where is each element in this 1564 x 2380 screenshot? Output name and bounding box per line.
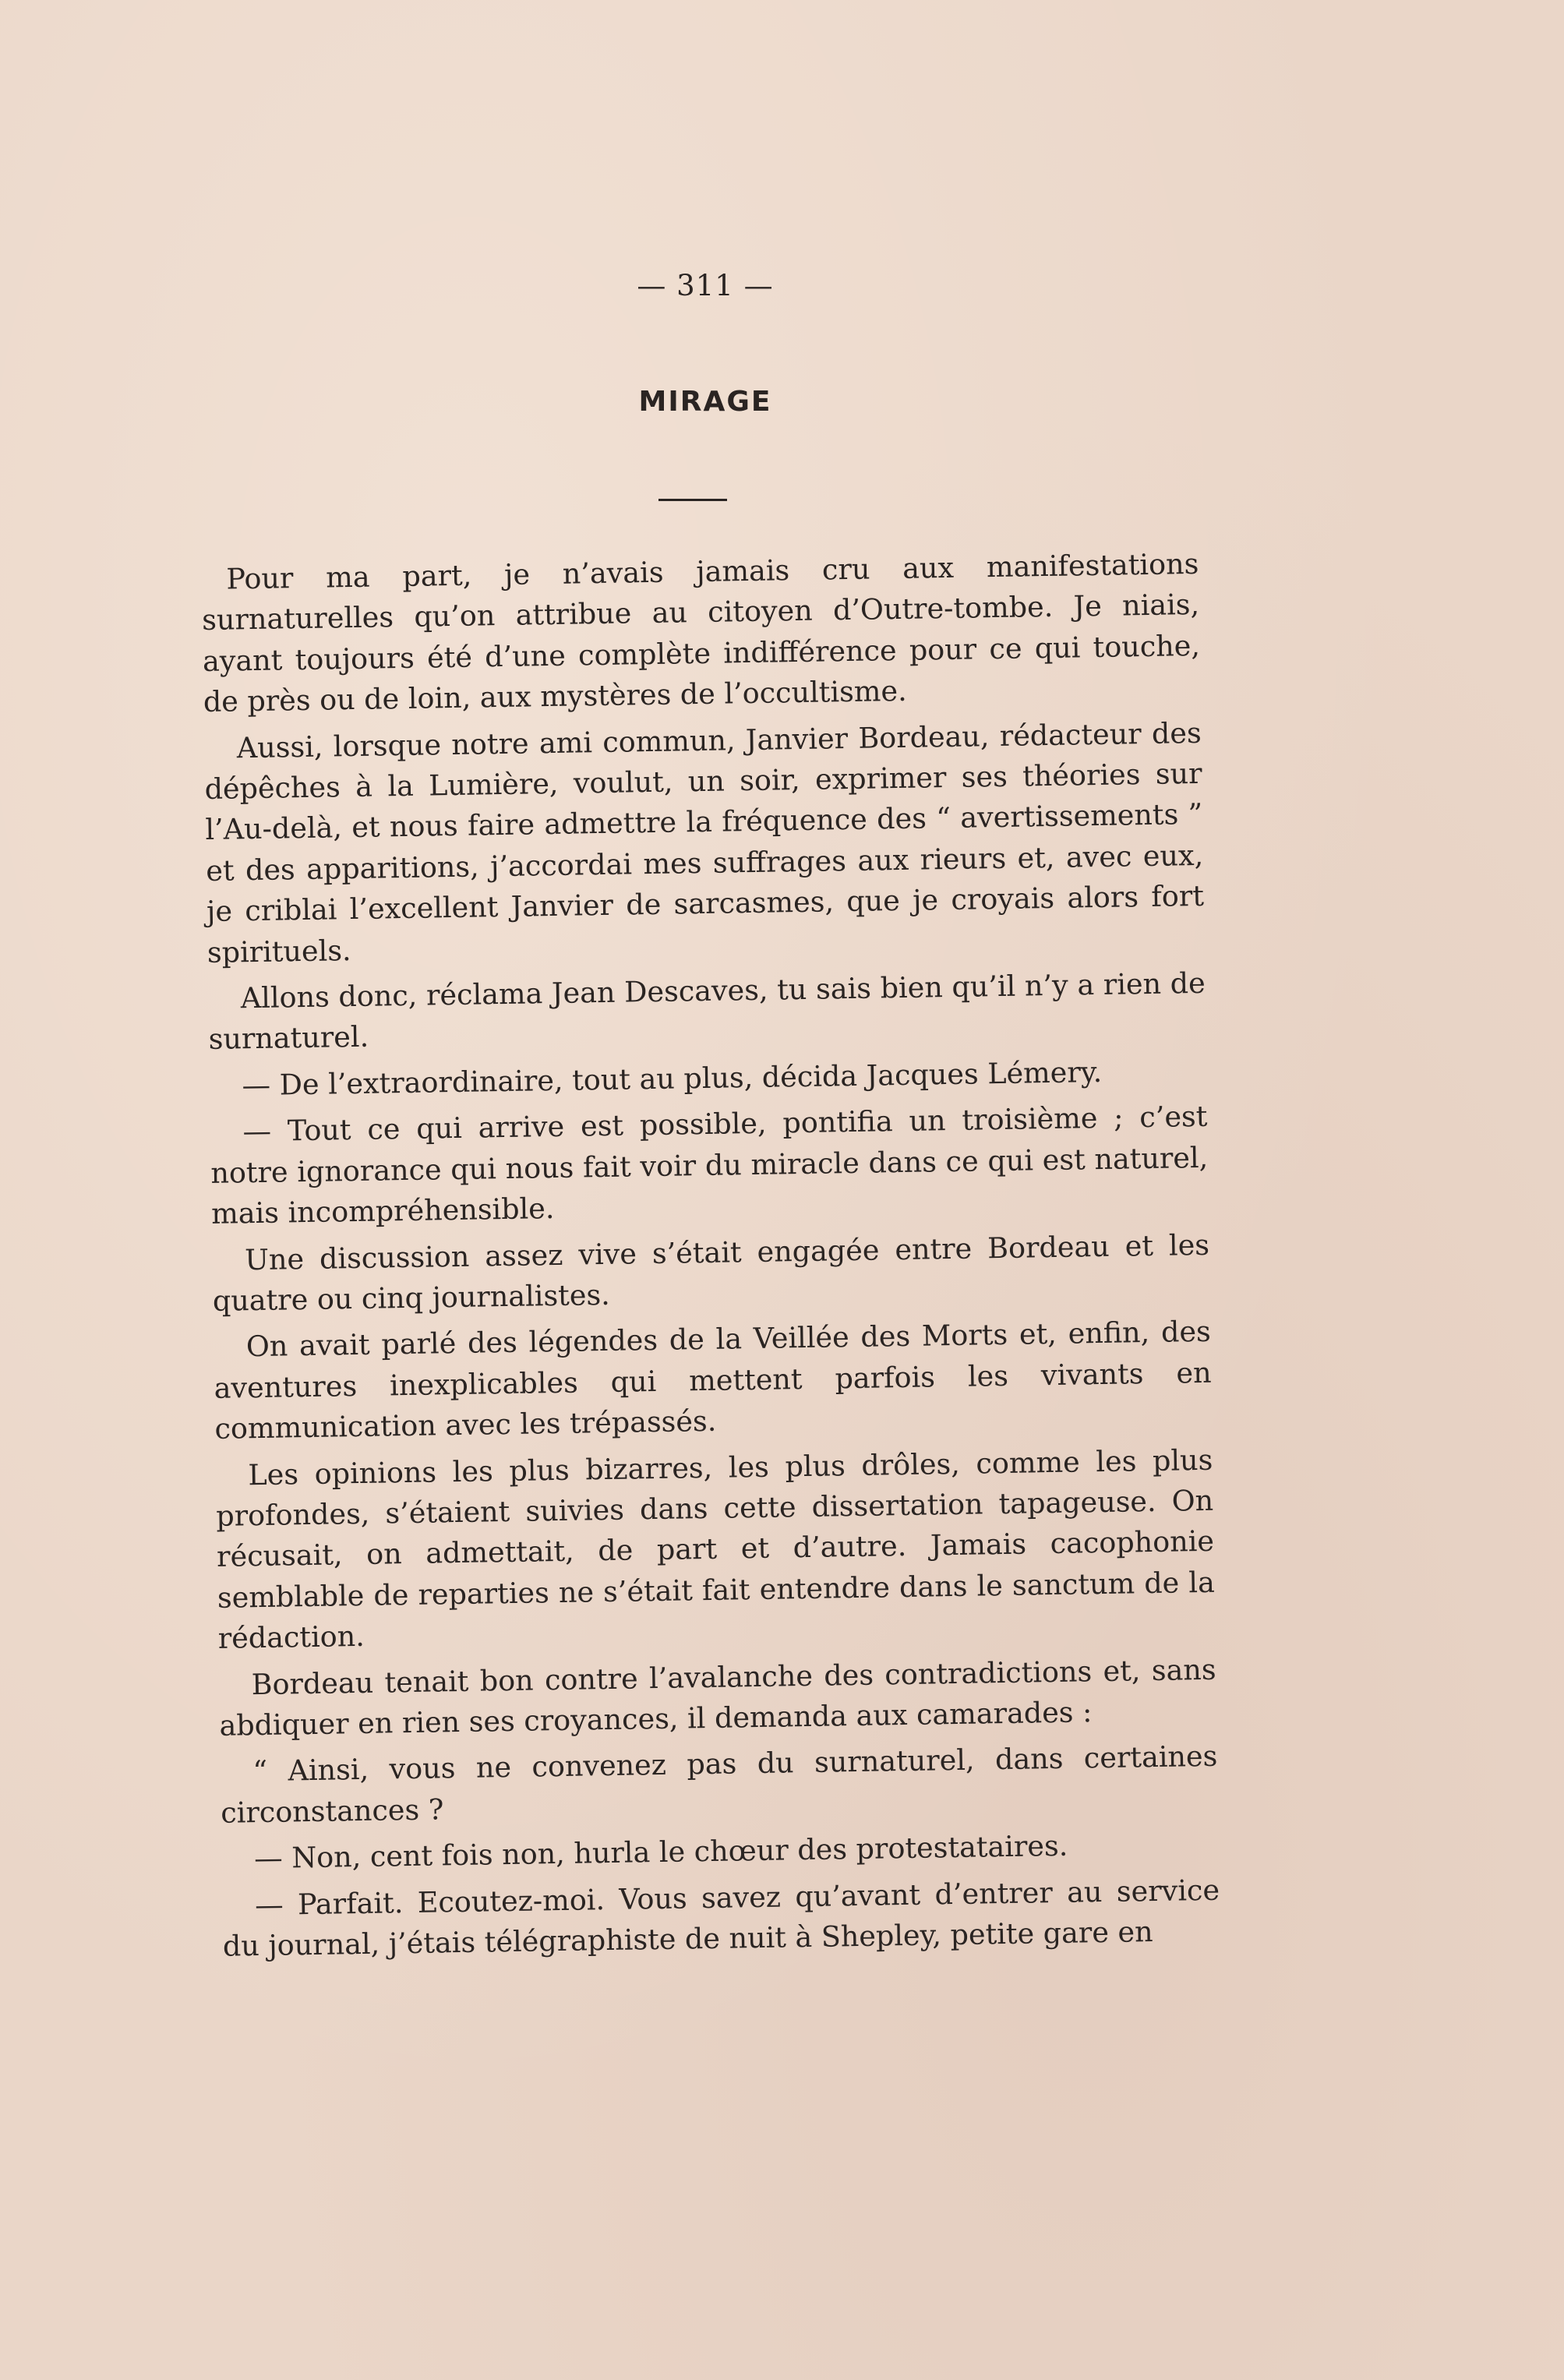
paragraph: Aussi, lorsque notre ami commun, Janvier Bordeau, rédacteur des dépêches à la Lumière, voulut, un soir, exprimer ses théories sur l’Au-delà, et nous faire admettre la fréquence des “ avertissements ” et des apparitions, j’accordai mes suffrages aux rieurs et, avec eux, je criblai l’excellent Janvier de sarcasmes, que je croyais alors fort spirituels. [204, 715, 1205, 969]
paragraph: — Parfait. Ecoutez-moi. Vous savez qu’avant d’entrer au service du journal, j’étais télégraphiste de nuit à Shepley, petite gare en [222, 1873, 1220, 1963]
paragraph: — De l’extraordinaire, tout au plus, décida Jacques Lémery. [242, 1054, 1103, 1103]
paragraph: Les opinions les plus bizarres, les plus drôles, comme les plus profondes, s’étaient suivies dans cette dissertation tapageuse. On récusait, on admettait, de part et d’autre. Jamais cacophonie semblable de reparties ne s’était fait entendre dans le sanctum de la rédaction. [215, 1442, 1216, 1655]
paragraph: Une discussion assez vive s’était engagée entre Bordeau et les quatre ou cinq journalistes. [212, 1227, 1210, 1318]
page-number: — 311 — [637, 269, 774, 302]
chapter-title: MIRAGE [638, 386, 772, 418]
paragraph: Bordeau tenait bon contre l’avalanche des contradictions et, sans abdiquer en rien ses croyances, il demanda aux camarades : [219, 1652, 1216, 1743]
paragraph: — Tout ce qui arrive est possible, pontifia un troisième ; c’est notre ignorance qui nous fait voir du miracle dans ce qui est naturel, mais incompréhensible. [210, 1100, 1209, 1231]
paragraph: Pour ma part, je n’avais jamais cru aux manifestations surnaturelles qu’on attribue au citoyen d’Outre-tombe. Je niais, ayant toujours été d’une complète indifférence pour ce qui touche, de près ou de loin, aux mystères de l’occultisme. [201, 546, 1201, 719]
paragraph: “ Ainsi, vous ne convenez pas du surnaturel, dans certaines circonstances ? [220, 1739, 1218, 1830]
paragraph: Allons donc, réclama Jean Descaves, tu sais bien qu’il n’y a rien de surnaturel. [208, 966, 1206, 1057]
body-text [201, 544, 1220, 1972]
title-divider [658, 499, 727, 501]
paragraph: On avait parlé des légendes de la Veillée des Morts et, enfin, des aventures inexplicables qui mettent parfois les vivants en communication avec les trépassés. [214, 1315, 1212, 1446]
paragraph: — Non, cent fois non, hurla le chœur des protestataires. [253, 1828, 1068, 1876]
